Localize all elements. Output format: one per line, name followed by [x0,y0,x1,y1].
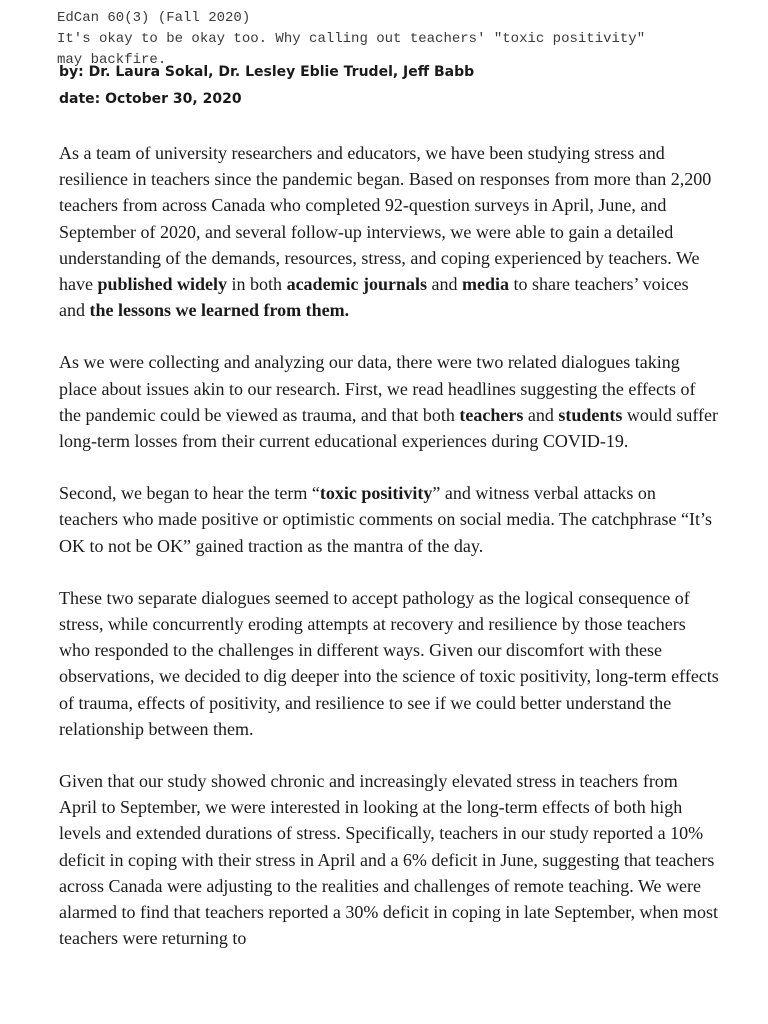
article-body [59,140,719,977]
article-title-line-1: It's okay to be okay too. Why calling out teachers' "toxic positivity" [57,31,646,47]
author-byline: by: Dr. Laura Sokal, Dr. Lesley Eblie Trudel, Jeff Babb [59,64,475,80]
link-teachers[interactable]: teachers [459,404,524,425]
link-students[interactable]: students [558,404,623,425]
link-media[interactable]: media [462,274,510,295]
paragraph-3: Second, we began to hear the term “toxic positivity” and witness verbal attacks on teachers who made positive or optimistic comments on social media. The catchphrase “It’s OK to not be OK” gained traction as the mantra of the day. [59,483,712,556]
paragraph-5: Given that our study showed chronic and increasingly elevated stress in teachers from April to September, we were interested in looking at the long-term effects of both high levels and extended durations of stress. Specifically, teachers in our study reported a 10% deficit in coping with their stress in April and a 6% deficit in June, suggesting that teachers across Canada were adjusting to the realities and challenges of remote teaching. We were alarmed to find that teachers reported a 30% deficit in coping in late September, when most teachers were returning to [59,771,719,949]
link-published-widely[interactable]: published widely [97,274,228,295]
article-title-line-2: may backfire. [57,52,167,68]
paragraph-1: As a team of university researchers and educators, we have been studying stress and resilience in teachers since the pandemic began. Based on responses from more than 2,200 teachers from across Canada who completed 92-question surveys in April, June, and September of 2020, and several follow-up interviews, we were able to gain a detailed understanding of the demands, resources, stress, and coping experienced by teachers. We have published widely in both academic journals and media to share teachers’ voices and the lessons we learned from them. [59,143,712,321]
link-academic-journals[interactable]: academic journals [286,274,428,295]
paragraph-4: These two separate dialogues seemed to accept pathology as the logical consequence of stress, while concurrently eroding attempts at recovery and resilience by those teachers who responded to the challenges in different ways. Given our discomfort with these observations, we decided to dig deeper into the science of toxic positivity, long-term effects of trauma, effects of positivity, and resilience to see if we could better understand the relationship between them. [59,587,719,739]
link-toxic-positivity[interactable]: toxic positivity [319,483,433,504]
article-header [57,8,747,71]
publication-date: date: October 30, 2020 [59,91,242,107]
paragraph-2: As we were collecting and analyzing our data, there were two related dialogues taking place about issues akin to our research. First, we read headlines suggesting the effects of the pandemic could be viewed as trauma, and that both teachers and students would suffer long-term losses from their current educational experiences during COVID-19. [59,352,719,452]
link-lessons-learned[interactable]: the lessons we learned from them. [89,300,350,321]
journal-issue: EdCan 60(3) (Fall 2020) [57,10,251,26]
